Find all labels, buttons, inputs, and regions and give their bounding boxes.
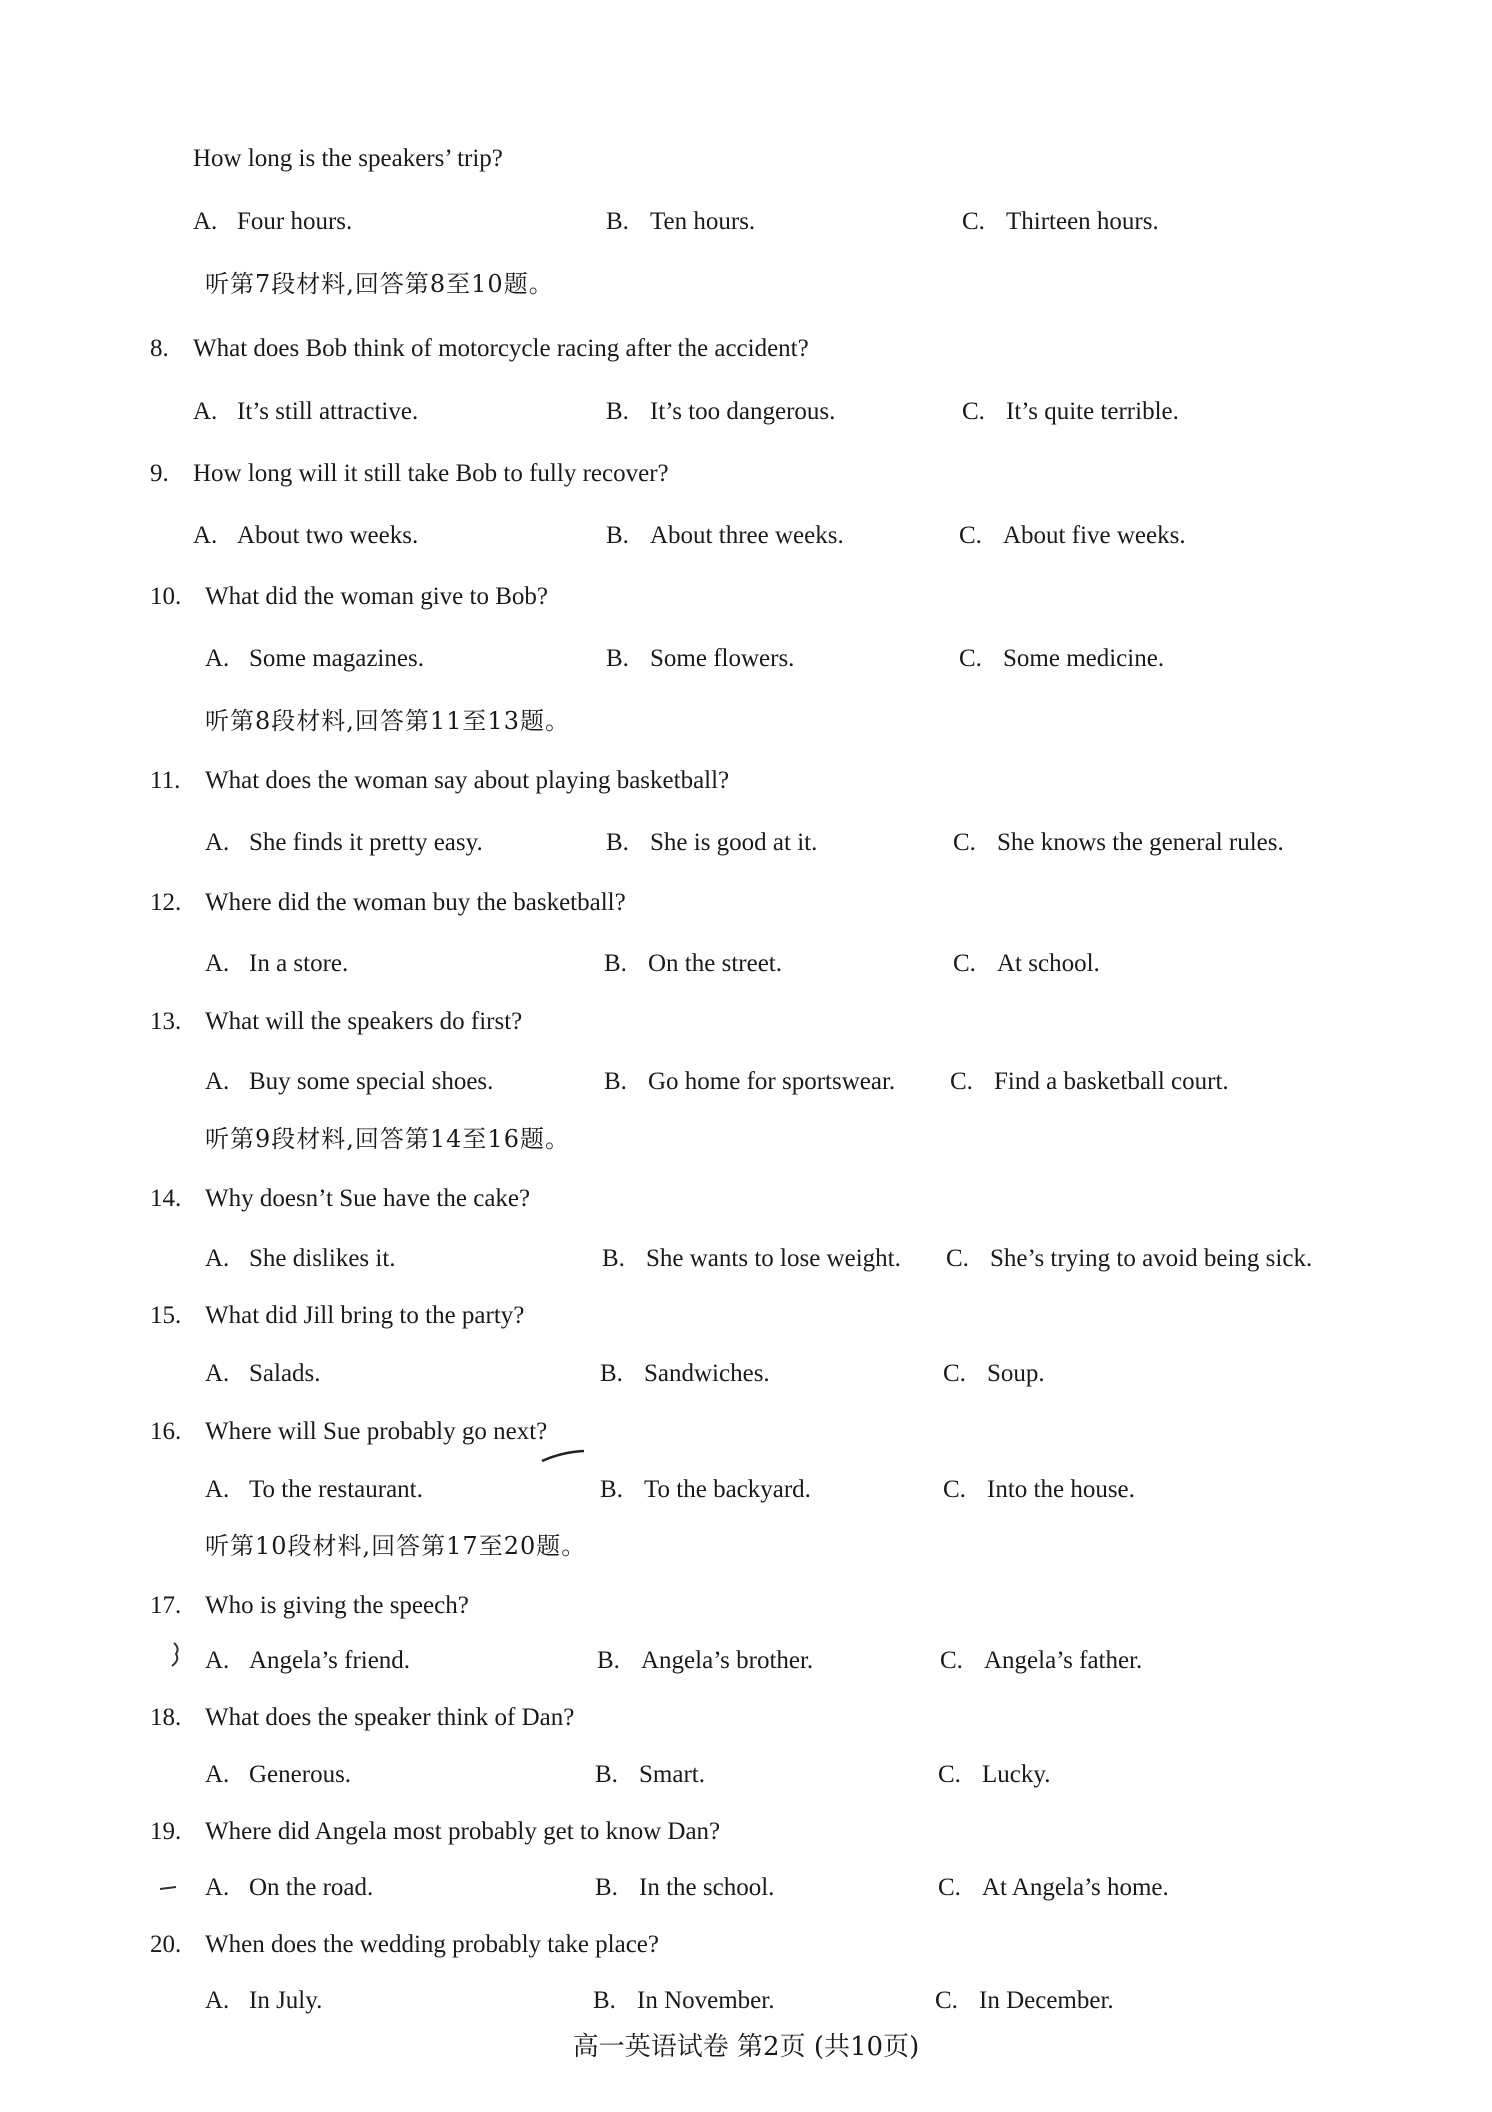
option-label: A. bbox=[205, 1068, 230, 1095]
option-text: Soup. bbox=[987, 1360, 1045, 1387]
q19-option-a bbox=[205, 1872, 373, 1904]
option-text: It’s quite terrible. bbox=[1006, 398, 1179, 425]
q7-option-a bbox=[193, 206, 352, 238]
q16-option-b bbox=[600, 1474, 811, 1506]
option-text: She knows the general rules. bbox=[997, 829, 1284, 856]
q15-option-c bbox=[943, 1358, 1045, 1390]
q11-option-c bbox=[953, 827, 1284, 859]
option-label: B. bbox=[595, 1874, 618, 1901]
option-label: C. bbox=[940, 1647, 963, 1674]
option-label: C. bbox=[935, 1987, 958, 2014]
option-label: A. bbox=[205, 1647, 230, 1674]
question-text: What will the speakers do first? bbox=[205, 1008, 523, 1035]
option-text: At Angela’s home. bbox=[982, 1874, 1169, 1901]
option-label: A. bbox=[205, 1245, 230, 1272]
q8-option-c bbox=[962, 396, 1179, 428]
option-text: She is good at it. bbox=[650, 829, 818, 856]
option-label: C. bbox=[962, 398, 985, 425]
option-label: A. bbox=[205, 1987, 230, 2014]
q20-option-c bbox=[935, 1985, 1114, 2017]
question-text: Where did the woman buy the basketball? bbox=[205, 889, 626, 916]
option-text: On the street. bbox=[648, 950, 782, 977]
q12-option-c bbox=[953, 948, 1100, 980]
option-text: Thirteen hours. bbox=[1006, 208, 1159, 235]
option-text: Sandwiches. bbox=[644, 1360, 770, 1387]
q18-option-c bbox=[938, 1759, 1051, 1791]
option-label: B. bbox=[606, 208, 629, 235]
option-label: B. bbox=[600, 1476, 623, 1503]
question-text: How long will it still take Bob to fully recover? bbox=[193, 460, 669, 487]
option-label: C. bbox=[946, 1245, 969, 1272]
option-label: A. bbox=[193, 208, 218, 235]
q8-option-b bbox=[606, 396, 835, 428]
option-text: Four hours. bbox=[237, 208, 353, 235]
option-text: She’s trying to avoid being sick. bbox=[990, 1245, 1313, 1272]
option-text: Smart. bbox=[639, 1761, 705, 1788]
option-text: In November. bbox=[637, 1987, 775, 2014]
q20-option-b bbox=[593, 1985, 774, 2017]
option-label: A. bbox=[205, 950, 230, 977]
option-text: Angela’s brother. bbox=[641, 1647, 814, 1674]
question-text: What does the woman say about playing basketball? bbox=[205, 767, 730, 794]
q11-option-b bbox=[606, 827, 817, 859]
option-text: On the road. bbox=[249, 1874, 374, 1901]
option-text: She finds it pretty easy. bbox=[249, 829, 483, 856]
option-text: It’s too dangerous. bbox=[650, 398, 836, 425]
option-label: B. bbox=[600, 1360, 623, 1387]
option-label: B. bbox=[606, 645, 629, 672]
option-text: Angela’s friend. bbox=[249, 1647, 411, 1674]
question-text: Where did Angela most probably get to know Dan? bbox=[205, 1818, 721, 1845]
q9-option-c bbox=[959, 520, 1186, 552]
option-label: A. bbox=[205, 1761, 230, 1788]
option-text: She wants to lose weight. bbox=[646, 1245, 901, 1272]
option-label: A. bbox=[205, 645, 230, 672]
section-heading-10: 听第10段材料,回答第17至20题。 bbox=[205, 1532, 587, 1560]
q16-option-c bbox=[943, 1474, 1135, 1506]
question-number: 16. bbox=[150, 1418, 182, 1445]
question-number: 20. bbox=[150, 1931, 182, 1958]
section-heading-9: 听第9段材料,回答第14至16题。 bbox=[205, 1125, 570, 1153]
pen-stroke-mark bbox=[540, 1448, 586, 1464]
q13-option-c bbox=[950, 1066, 1229, 1098]
option-text: Into the house. bbox=[987, 1476, 1135, 1503]
q17-option-a bbox=[205, 1645, 410, 1677]
option-text: It’s still attractive. bbox=[237, 398, 419, 425]
option-text: To the restaurant. bbox=[249, 1476, 423, 1503]
option-label: C. bbox=[938, 1761, 961, 1788]
option-text: Go home for sportswear. bbox=[648, 1068, 896, 1095]
question-text: Who is giving the speech? bbox=[205, 1592, 469, 1619]
q12-option-a bbox=[205, 948, 348, 980]
option-label: B. bbox=[602, 1245, 625, 1272]
q19-option-c bbox=[938, 1872, 1169, 1904]
option-label: C. bbox=[959, 645, 982, 672]
option-text: Some magazines. bbox=[249, 645, 424, 672]
question-text: What did the woman give to Bob? bbox=[205, 583, 548, 610]
page-footer: 高一英语试卷 第2页 (共10页) bbox=[572, 2032, 920, 2062]
option-text: Some flowers. bbox=[650, 645, 795, 672]
question-text: What did Jill bring to the party? bbox=[205, 1302, 525, 1329]
option-label: B. bbox=[593, 1987, 616, 2014]
question-number: 9. bbox=[150, 460, 169, 487]
option-label: B. bbox=[606, 522, 629, 549]
option-label: A. bbox=[205, 1874, 230, 1901]
option-text: Generous. bbox=[249, 1761, 352, 1788]
q17-option-b bbox=[597, 1645, 813, 1677]
pen-scribble-mark bbox=[168, 1640, 184, 1670]
option-label: B. bbox=[597, 1647, 620, 1674]
option-label: A. bbox=[205, 829, 230, 856]
q10-option-c bbox=[959, 643, 1164, 675]
q7-question: How long is the speakers’ trip? bbox=[193, 145, 503, 172]
option-label: B. bbox=[604, 950, 627, 977]
q14-option-a bbox=[205, 1243, 396, 1275]
question-number: 14. bbox=[150, 1185, 182, 1212]
option-text: In the school. bbox=[639, 1874, 775, 1901]
option-label: A. bbox=[193, 522, 218, 549]
option-label: B. bbox=[604, 1068, 627, 1095]
option-label: A. bbox=[205, 1476, 230, 1503]
question-text: When does the wedding probably take place? bbox=[205, 1931, 659, 1958]
option-text: Buy some special shoes. bbox=[249, 1068, 494, 1095]
option-label: A. bbox=[193, 398, 218, 425]
option-label: C. bbox=[959, 522, 982, 549]
option-text: Find a basketball court. bbox=[994, 1068, 1229, 1095]
option-label: C. bbox=[943, 1360, 966, 1387]
option-label: C. bbox=[953, 829, 976, 856]
option-text: About three weeks. bbox=[650, 522, 844, 549]
q15-option-b bbox=[600, 1358, 770, 1390]
q8-option-a bbox=[193, 396, 418, 428]
section-heading-8: 听第8段材料,回答第11至13题。 bbox=[205, 707, 570, 735]
option-text: Lucky. bbox=[982, 1761, 1051, 1788]
q18-option-b bbox=[595, 1759, 705, 1791]
option-label: B. bbox=[606, 398, 629, 425]
question-number: 11. bbox=[150, 767, 181, 794]
q17-option-c bbox=[940, 1645, 1142, 1677]
question-number: 18. bbox=[150, 1704, 182, 1731]
q12-option-b bbox=[604, 948, 782, 980]
question-number: 19. bbox=[150, 1818, 182, 1845]
option-text: In July. bbox=[249, 1987, 323, 2014]
option-label: B. bbox=[606, 829, 629, 856]
q11-option-a bbox=[205, 827, 483, 859]
q19-option-b bbox=[595, 1872, 774, 1904]
q13-option-b bbox=[604, 1066, 895, 1098]
question-number: 15. bbox=[150, 1302, 182, 1329]
question-number: 10. bbox=[150, 583, 182, 610]
section-heading-7: 听第7段材料,回答第8至10题。 bbox=[205, 270, 554, 298]
q9-option-b bbox=[606, 520, 844, 552]
q15-option-a bbox=[205, 1358, 321, 1390]
option-text: About five weeks. bbox=[1003, 522, 1186, 549]
q16-option-a bbox=[205, 1474, 423, 1506]
option-text: She dislikes it. bbox=[249, 1245, 396, 1272]
option-text: In December. bbox=[979, 1987, 1114, 2014]
question-text: What does the speaker think of Dan? bbox=[205, 1704, 575, 1731]
option-text: To the backyard. bbox=[644, 1476, 811, 1503]
q10-option-a bbox=[205, 643, 424, 675]
option-text: At school. bbox=[997, 950, 1100, 977]
q20-option-a bbox=[205, 1985, 322, 2017]
option-label: C. bbox=[938, 1874, 961, 1901]
q13-option-a bbox=[205, 1066, 493, 1098]
option-text: About two weeks. bbox=[237, 522, 419, 549]
option-label: A. bbox=[205, 1360, 230, 1387]
question-text: Why doesn’t Sue have the cake? bbox=[205, 1185, 531, 1212]
q18-option-a bbox=[205, 1759, 351, 1791]
q9-option-a bbox=[193, 520, 418, 552]
question-number: 8. bbox=[150, 335, 169, 362]
option-label: C. bbox=[943, 1476, 966, 1503]
option-text: Salads. bbox=[249, 1360, 321, 1387]
option-label: C. bbox=[950, 1068, 973, 1095]
q10-option-b bbox=[606, 643, 794, 675]
question-number: 13. bbox=[150, 1008, 182, 1035]
q7-option-b bbox=[606, 206, 755, 238]
option-label: C. bbox=[962, 208, 985, 235]
question-number: 17. bbox=[150, 1592, 182, 1619]
question-number: 12. bbox=[150, 889, 182, 916]
option-text: In a store. bbox=[249, 950, 349, 977]
option-text: Ten hours. bbox=[650, 208, 756, 235]
question-text: Where will Sue probably go next? bbox=[205, 1418, 548, 1445]
q7-option-c bbox=[962, 206, 1159, 238]
option-label: B. bbox=[595, 1761, 618, 1788]
pen-dash-mark bbox=[158, 1884, 180, 1892]
option-label: C. bbox=[953, 950, 976, 977]
option-text: Some medicine. bbox=[1003, 645, 1165, 672]
q14-option-c bbox=[946, 1243, 1312, 1275]
option-text: Angela’s father. bbox=[984, 1647, 1143, 1674]
question-text: What does Bob think of motorcycle racing after the accident? bbox=[193, 335, 809, 362]
q14-option-b bbox=[602, 1243, 901, 1275]
